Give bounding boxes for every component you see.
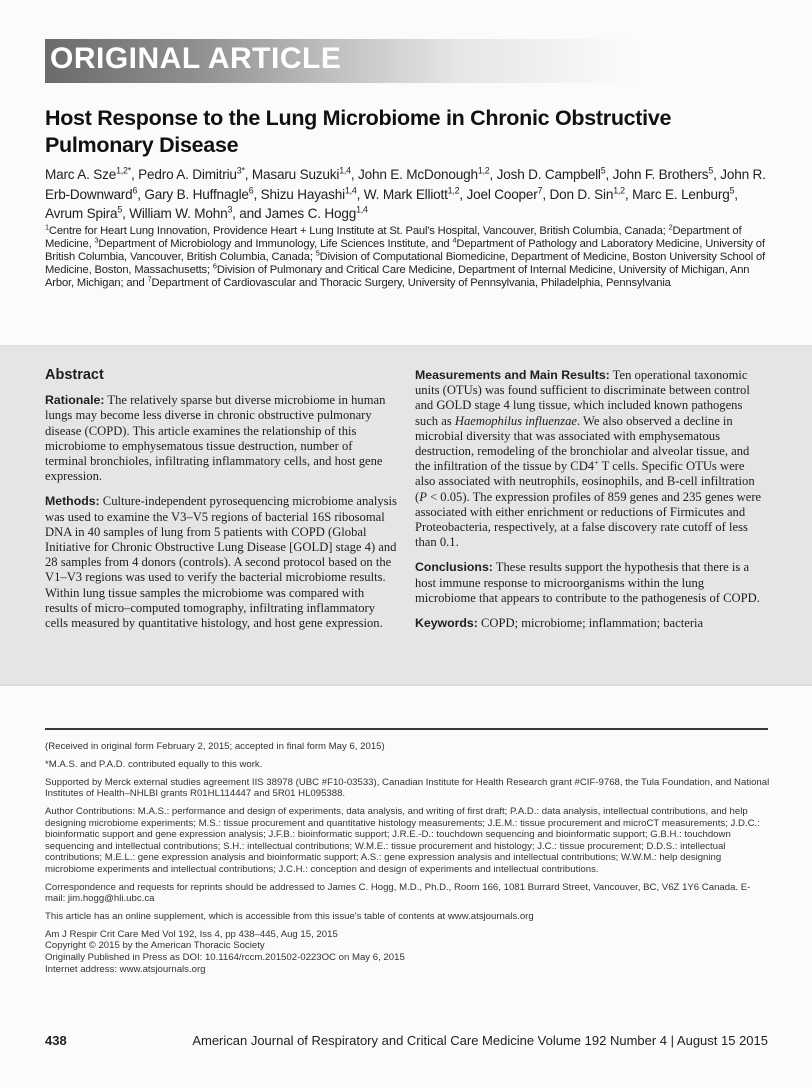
- author-name: James C. Hogg: [264, 206, 357, 221]
- internet-address: Internet address: www.atsjournals.org: [45, 963, 206, 975]
- affiliation-sup: 6: [212, 261, 217, 271]
- affiliation-text: Division of Computational Biomedicine, Department of Medicine, Boston University School of Medicine, Boston, Massachusetts;: [45, 251, 766, 277]
- affiliation-sup: 4: [452, 235, 457, 245]
- methods-label: Methods:: [45, 494, 100, 509]
- affiliations: [45, 222, 775, 290]
- author-name: John E. McDonough: [358, 167, 478, 182]
- journal-info: American Journal of Respiratory and Critical Care Medicine Volume 192 Number 4 | August 15 2015: [192, 1033, 768, 1048]
- affiliation-sup: 3: [94, 235, 99, 245]
- correspondence: Correspondence and requests for reprints should be addressed to James C. Hogg, M.D., Ph.D., Room 166, 1081 Burrard Street, Vancouver, BC, V6Z 1Y6 Canada. E-mail: jim.hogg@hli.ubc.ca: [45, 881, 751, 905]
- equal-contribution-note: *M.A.S. and P.A.D. contributed equally to this work.: [45, 758, 263, 770]
- abstract-results: [415, 368, 767, 550]
- author-affiliation-sup: 3: [227, 204, 233, 215]
- keywords-label: Keywords:: [415, 616, 478, 631]
- author-affiliation-sup: 6: [132, 184, 138, 195]
- article-notes: [45, 741, 770, 975]
- author-affiliation-sup: 1,2: [477, 165, 490, 176]
- keywords-text: COPD; microbiome; inflammation; bacteria: [477, 616, 704, 631]
- affiliation-text: Division of Pulmonary and Critical Care Medicine, Department of Internal Medicine, University of Michigan, Ann Arbor, Michigan; and: [45, 264, 750, 290]
- rationale-text: The relatively sparse but diverse microbiome in human lungs may become less diverse in chronic obstructive pulmonary disease (COPD). This article examines the relationship of this microbiome to emphysematous tissue destruction, number of terminal bronchioles, infiltrating inflammatory cells, and host gene expression.: [45, 393, 386, 484]
- author-list: Marc A. Sze$^{1,2*}$, Pedro A. Dimitriu$^{3*}$, Masaru Suzuki$^{1,4}$, John E. McDonough$^{1,2}$, Josh D. Campbell$^5$, John F. Brothers$^5$, John R. Erb-Downward$^6$, Gary B. Huffnagle$^6$, Shizu Hayashi$^{1,4}$, W. Mark Elliott$^{1,2}$, Joel Cooper$^7$, Don D. Sin$^{1,2}$, Marc E. Lenburg$^5$, Avrum Spira$^5$, William W. Mohn$^3$, and James C. Hogg$^{1,4}$: [45, 165, 766, 221]
- author-name: Shizu Hayashi: [260, 186, 345, 202]
- rationale-label: Rationale:: [45, 393, 105, 408]
- author-name: Josh D. Campbell: [496, 167, 601, 182]
- results-sup: +: [594, 458, 599, 468]
- affiliation-sup: 2: [668, 222, 673, 232]
- author-name: Marc E. Lenburg: [632, 186, 730, 202]
- article-type-label: ORIGINAL ARTICLE: [50, 42, 342, 75]
- author-name: John R. Erb-Downward: [45, 167, 766, 202]
- author-name: John F. Brothers: [612, 167, 709, 182]
- author-affiliation-sup: 5: [729, 184, 735, 195]
- doi: Originally Published in Press as DOI: 10.1164/rccm.201502-0223OC on May 6, 2015: [45, 952, 405, 964]
- results-text-c: T cells. Specific OTUs were also associated with neutrophils, eosinophils, and B-cell infiltration (: [415, 459, 755, 504]
- abstract-methods: [45, 494, 397, 631]
- results-text-d: < 0.05). The expression profiles of 859 genes and 235 genes were associated with either enrichment or reductions of Firmicutes and Proteobacteria, respectively, at a false discovery rate cutoff of less than 0.1.: [415, 489, 762, 550]
- author-name: Masaru Suzuki: [251, 167, 340, 182]
- abstract-right-column: [415, 368, 767, 641]
- results-text-b: . We also observed a decline in microbial diversity that was associated with emphysematous destruction, remodeling of the bronchiolar and alveolar tissue, and the infiltration of the tissue by CD4: [415, 413, 750, 474]
- article-type-banner: [45, 39, 635, 83]
- section-divider: [45, 728, 768, 730]
- results-text-a: Ten operational taxonomic units (OTUs) was found sufficient to discriminate between control and GOLD stage 4 lung tissue, which included known pathogens such as: [415, 368, 750, 428]
- abstract-heading: Abstract: [45, 367, 104, 383]
- results-p-value-symbol: P: [419, 489, 427, 504]
- abstract-left-column: [45, 368, 397, 641]
- author-affiliation-sup: 1,2: [613, 184, 625, 195]
- author-name: William W. Mohn: [129, 206, 228, 221]
- copyright: Copyright © 2015 by the American Thoracic Society: [45, 940, 265, 952]
- author-contributions: Author Contributions: M.A.S.: performance and design of experiments, data analysis, and writing of first draft; P.A.D.: data analysis, intellectual contributions, and help designing microbiome experiments; M.S.: tissue procurement and quantitative histology measurements; J.E.M.: tissue procurement and microCT measurements; J.D.C.: bioinformatic support and gene expression analysis; J.F.B.: bioinformatic support; J.R.E.-D.: touchdown sequencing and bioinformatic support; G.B.H.: touchdown sequencing and intellectual contributions; S.H.: intellectual contributions; W.M.E.: tissue procurement and histology; J.C.: tissue procurement; D.D.S.: intellectual contributions; M.E.L.: gene expression analysis and bioinformatic support; A.S.: gene expression analysis and intellectual contributions; W.W.M.: help designing microbiome experiments and intellectual contributions; J.C.H.: conception and design of experiments and intellectual contributions.: [45, 805, 760, 875]
- author-affiliation-sup: 7: [537, 184, 543, 195]
- author-name: Pedro A. Dimitriu: [138, 167, 237, 182]
- affiliation-text: Department of Pathology and Laboratory Medicine, University of British Columbia, Vancouver, British Columbia, Canada;: [45, 238, 765, 264]
- received-date: (Received in original form February 2, 2015; accepted in final form May 6, 2015): [45, 741, 385, 752]
- author-affiliation-sup: 5: [117, 204, 123, 215]
- conclusions-label: Conclusions:: [415, 560, 493, 575]
- results-label: Measurements and Main Results:: [415, 368, 610, 382]
- author-affiliation-sup: 6: [248, 184, 254, 195]
- affiliation-text: Department of Microbiology and Immunology, Life Sciences Institute, and: [98, 238, 453, 251]
- affiliation-text: Department of Cardiovascular and Thoracic Surgery, University of Pennsylvania, Philadelphia, Pennsylvania: [151, 277, 671, 290]
- conclusions-text: These results support the hypothesis that there is a host immune response to microorganisms within the lung microbiome that appears to contribute to the pathogenesis of COPD.: [415, 560, 760, 605]
- abstract-keywords: [415, 616, 767, 631]
- affiliation-text: Centre for Heart Lung Innovation, Providence Heart + Lung Institute at St. Paul's Hospital, Vancouver, British Columbia, Canada;: [48, 225, 669, 237]
- author-name: W. Mark Elliott: [363, 186, 448, 202]
- author-affiliation-sup: 1,4: [356, 204, 368, 215]
- abstract-conclusions: [415, 560, 767, 606]
- methods-text: Culture-independent pyrosequencing microbiome analysis was used to examine the V3–V5 regions of bacterial 16S ribosomal DNA in 40 samples of lung from 5 patients with COPD (Global Initiative for Chronic Obstructive Lung Disease [GOLD] stage 4) and 28 samples from 4 donors (controls). A second protocol based on the V1–V3 regions was used to verify the bacterial microbiome results. Within lung tissue samples the microbiome was compared with results of micro–computed tomography, infiltrating inflammatory cells measured by quantitative histology, and host gene expression.: [45, 494, 397, 631]
- author-name: Gary B. Huffnagle: [144, 186, 249, 202]
- funding-note: Supported by Merck external studies agreement IIS 38978 (UBC #F10-03533), Canadian Institute for Health Research grant #CIF-9768, the Tula Foundation, and National Institutes of Health–NHLBI grants R01HL114447 and 5R01 HL095388.: [45, 776, 770, 800]
- author-affiliation-sup: 5: [708, 165, 714, 176]
- affiliation-text: Department of Medicine,: [45, 225, 742, 251]
- results-italic-pathogen: Haemophilus influenzae: [454, 413, 577, 428]
- author-affiliation-sup: 1,2: [447, 184, 460, 195]
- author-name: Marc A. Sze: [45, 167, 117, 182]
- affiliation-sup: 7: [147, 274, 152, 284]
- author-affiliation-sup: 1,4: [339, 165, 351, 176]
- author-name: Joel Cooper: [466, 186, 538, 202]
- author-affiliation-sup: 1,4: [344, 184, 357, 195]
- article-title: Host Response to the Lung Microbiome in Chronic Obstructive Pulmonary Disease: [45, 106, 672, 157]
- author-affiliation-sup: 3*: [236, 165, 245, 176]
- page-number: 438: [45, 1033, 67, 1048]
- affiliation-sup: 1: [45, 222, 49, 232]
- affiliation-sup: 5: [315, 248, 320, 258]
- online-supplement-note: This article has an online supplement, which is accessible from this issue's table of contents at www.atsjournals.org: [45, 911, 534, 923]
- author-name: Don D. Sin: [549, 186, 614, 202]
- author-name: Avrum Spira: [45, 206, 118, 221]
- author-affiliation-sup: 5: [600, 165, 606, 176]
- citation: Am J Respir Crit Care Med Vol 192, Iss 4, pp 438–445, Aug 15, 2015: [45, 928, 338, 940]
- author-affiliation-sup: 1,2*: [116, 165, 132, 176]
- abstract-rationale: [45, 393, 397, 484]
